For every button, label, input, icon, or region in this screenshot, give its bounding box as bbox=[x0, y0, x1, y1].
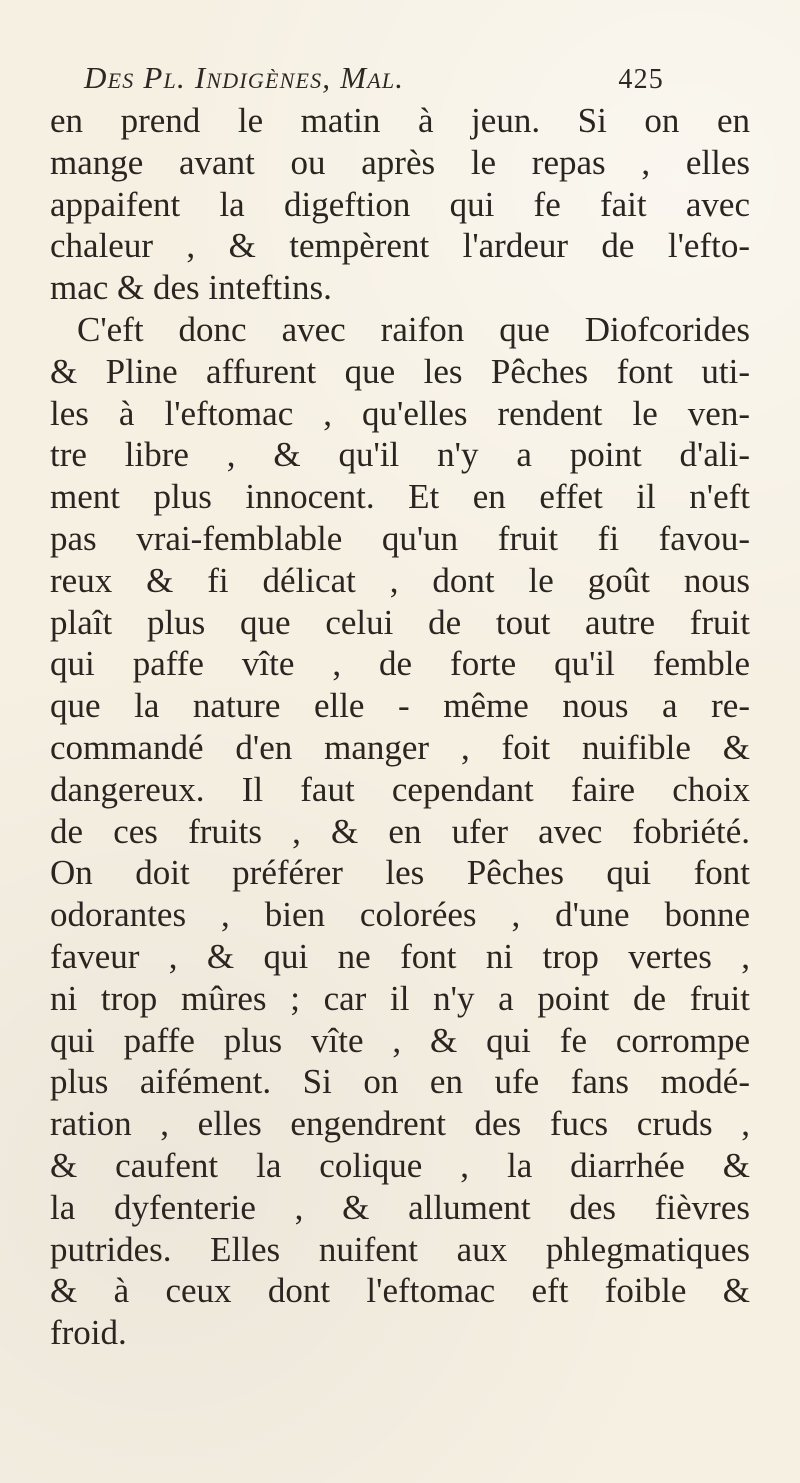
text-line: en prend le matin à jeun. Si on en bbox=[50, 101, 750, 140]
text-line: faveur , & qui ne font ni trop vertes , bbox=[50, 936, 750, 976]
text-line: pas vrai-femblable qu'un fruit fi favou- bbox=[50, 518, 750, 558]
text-line: C'eft donc avec raifon que Diofcorides bbox=[77, 309, 750, 349]
text-line: de ces fruits , & en ufer avec fobriété. bbox=[50, 811, 750, 851]
running-title: Des Pl. Indigènes, Mal. bbox=[84, 60, 405, 95]
text-line: putrides. Elles nuifent aux phlegmatiques bbox=[50, 1229, 750, 1269]
text-line: dangereux. Il faut cependant faire choix bbox=[50, 769, 750, 809]
page-body bbox=[50, 100, 750, 1354]
page-number: 425 bbox=[618, 64, 664, 95]
text-line: ni trop mûres ; car il n'y a point de fruit bbox=[50, 978, 750, 1018]
text-line: que la nature elle - même nous a re- bbox=[50, 686, 750, 726]
text-line: plus aifément. Si on en ufe fans modé- bbox=[50, 1062, 750, 1102]
text-line: mange avant ou après le repas , elles bbox=[50, 142, 750, 182]
text-line: ment plus innocent. Et en effet il n'eft bbox=[50, 477, 750, 517]
text-line: & Pline affurent que les Pêches font uti- bbox=[50, 351, 750, 391]
text-line: qui paffe plus vîte , & qui fe corrompe bbox=[50, 1020, 750, 1060]
running-header bbox=[84, 60, 664, 100]
text-line: appaifent la digeftion qui fe fait avec bbox=[50, 184, 750, 224]
text-line: chaleur , & tempèrent l'ardeur de l'efto- bbox=[50, 226, 750, 266]
text-line: ration , elles engendrent des fucs cruds , bbox=[50, 1104, 750, 1144]
text-line: On doit préférer les Pêches qui font bbox=[50, 853, 750, 893]
text-line: plaît plus que celui de tout autre fruit bbox=[50, 602, 750, 642]
text-line: la dyfenterie , & allument des fièvres bbox=[50, 1187, 750, 1227]
text-line: & à ceux dont l'eftomac eft foible & bbox=[50, 1271, 750, 1311]
text-line: qui paffe vîte , de forte qu'il femble bbox=[50, 644, 750, 684]
text-line: odorantes , bien colorées , d'une bonne bbox=[50, 895, 750, 935]
text-line: mac & des inteftins. bbox=[50, 268, 332, 308]
text-line: reux & fi délicat , dont le goût nous bbox=[50, 560, 750, 600]
text-line: les à l'eftomac , qu'elles rendent le ven- bbox=[50, 393, 750, 433]
text-line: commandé d'en manger , foit nuifible & bbox=[50, 727, 750, 767]
text-line: froid. bbox=[50, 1313, 127, 1353]
text-line: & caufent la colique , la diarrhée & bbox=[50, 1145, 750, 1185]
text-line: tre libre , & qu'il n'y a point d'ali- bbox=[50, 435, 750, 475]
